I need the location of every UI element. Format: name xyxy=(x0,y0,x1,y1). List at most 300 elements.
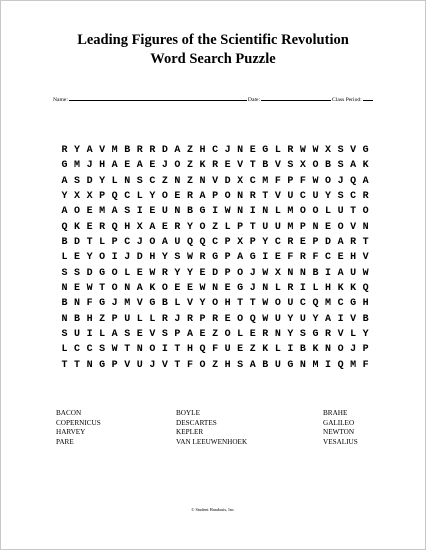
grid-letter[interactable]: R xyxy=(299,252,306,264)
grid-letter[interactable]: R xyxy=(99,221,106,233)
grid-letter[interactable]: X xyxy=(237,237,244,249)
grid-letter[interactable]: Q xyxy=(249,313,256,325)
grid-letter[interactable]: O xyxy=(274,298,281,310)
grid-letter[interactable]: E xyxy=(161,221,168,233)
grid-letter[interactable]: G xyxy=(61,160,68,172)
grid-letter[interactable]: E xyxy=(224,313,231,325)
grid-letter[interactable]: P xyxy=(299,221,306,233)
grid-letter[interactable]: A xyxy=(111,206,118,218)
grid-letter[interactable]: P xyxy=(249,237,256,249)
grid-letter[interactable]: H xyxy=(124,221,131,233)
grid-letter[interactable]: P xyxy=(224,237,231,249)
grid-letter[interactable]: M xyxy=(124,298,131,310)
grid-letter[interactable]: L xyxy=(350,329,357,341)
grid-letter[interactable]: W xyxy=(262,298,269,310)
grid-letter[interactable]: U xyxy=(274,359,281,371)
grid-letter[interactable]: L xyxy=(99,237,106,249)
grid-letter[interactable]: J xyxy=(111,298,118,310)
grid-letter[interactable]: Q xyxy=(111,191,118,203)
grid-letter[interactable]: R xyxy=(174,221,181,233)
grid-letter[interactable]: Z xyxy=(249,344,256,356)
grid-letter[interactable]: A xyxy=(136,283,143,295)
grid-letter[interactable]: G xyxy=(249,252,256,264)
grid-letter[interactable]: R xyxy=(186,191,193,203)
grid-letter[interactable]: S xyxy=(287,160,294,172)
grid-letter[interactable]: E xyxy=(237,344,244,356)
grid-letter[interactable]: B xyxy=(312,267,319,279)
grid-letter[interactable]: O xyxy=(74,206,81,218)
grid-letter[interactable]: N xyxy=(86,359,93,371)
grid-letter[interactable]: V xyxy=(186,298,193,310)
grid-letter[interactable]: W xyxy=(362,267,369,279)
grid-letter[interactable]: B xyxy=(61,237,68,249)
grid-letter[interactable]: E xyxy=(86,206,93,218)
grid-letter[interactable]: G xyxy=(362,145,369,156)
grid-letter[interactable]: V xyxy=(350,145,357,156)
grid-letter[interactable]: P xyxy=(212,191,219,203)
grid-letter[interactable]: I xyxy=(111,252,118,264)
grid-letter[interactable]: G xyxy=(287,359,294,371)
grid-letter[interactable]: F xyxy=(287,252,294,264)
grid-letter[interactable]: B xyxy=(186,206,193,218)
grid-letter[interactable]: M xyxy=(262,175,269,187)
grid-letter[interactable]: D xyxy=(325,237,332,249)
grid-letter[interactable]: U xyxy=(262,221,269,233)
grid-letter[interactable]: S xyxy=(161,329,168,341)
grid-letter[interactable]: O xyxy=(212,298,219,310)
grid-letter[interactable]: R xyxy=(161,313,168,325)
grid-letter[interactable]: M xyxy=(99,206,106,218)
grid-letter[interactable]: F xyxy=(212,344,219,356)
grid-letter[interactable]: R xyxy=(287,237,294,249)
grid-letter[interactable]: P xyxy=(362,344,369,356)
grid-letter[interactable]: A xyxy=(161,237,168,249)
grid-letter[interactable]: O xyxy=(111,267,118,279)
grid-letter[interactable]: W xyxy=(199,283,206,295)
grid-letter[interactable]: J xyxy=(136,237,143,249)
grid-letter[interactable]: P xyxy=(111,313,118,325)
grid-letter[interactable]: T xyxy=(61,359,68,371)
grid-letter[interactable]: Z xyxy=(186,175,193,187)
grid-letter[interactable]: K xyxy=(199,160,206,172)
grid-letter[interactable]: M xyxy=(325,298,332,310)
grid-letter[interactable]: O xyxy=(224,191,231,203)
grid-letter[interactable]: E xyxy=(224,160,231,172)
grid-letter[interactable]: I xyxy=(136,206,143,218)
grid-letter[interactable]: Z xyxy=(99,313,106,325)
grid-letter[interactable]: N xyxy=(299,359,306,371)
grid-letter[interactable]: I xyxy=(287,344,294,356)
grid-letter[interactable]: L xyxy=(136,191,143,203)
grid-letter[interactable]: G xyxy=(212,252,219,264)
grid-letter[interactable]: N xyxy=(74,298,81,310)
grid-letter[interactable]: P xyxy=(174,329,181,341)
grid-letter[interactable]: O xyxy=(161,191,168,203)
grid-letter[interactable]: Z xyxy=(212,329,219,341)
grid-letter[interactable]: N xyxy=(136,344,143,356)
grid-letter[interactable]: N xyxy=(212,283,219,295)
grid-letter[interactable]: L xyxy=(274,283,281,295)
grid-letter[interactable]: P xyxy=(99,191,106,203)
grid-letter[interactable]: V xyxy=(161,359,168,371)
grid-letter[interactable]: T xyxy=(249,298,256,310)
grid-letter[interactable]: V xyxy=(99,145,106,156)
grid-letter[interactable]: T xyxy=(249,221,256,233)
grid-letter[interactable]: P xyxy=(312,237,319,249)
grid-letter[interactable]: O xyxy=(99,252,106,264)
grid-letter[interactable]: A xyxy=(325,313,332,325)
grid-letter[interactable]: R xyxy=(186,313,193,325)
grid-letter[interactable]: T xyxy=(362,237,369,249)
grid-letter[interactable]: A xyxy=(111,329,118,341)
grid-letter[interactable]: D xyxy=(86,267,93,279)
grid-letter[interactable]: Y xyxy=(186,221,193,233)
grid-letter[interactable]: H xyxy=(149,252,156,264)
grid-letter[interactable]: G xyxy=(199,206,206,218)
grid-letter[interactable]: O xyxy=(149,344,156,356)
grid-letter[interactable]: W xyxy=(86,283,93,295)
class-period-field[interactable] xyxy=(363,95,373,101)
grid-letter[interactable]: A xyxy=(174,145,181,156)
grid-letter[interactable]: W xyxy=(111,344,118,356)
grid-letter[interactable]: E xyxy=(249,145,256,156)
grid-letter[interactable]: U xyxy=(299,313,306,325)
grid-letter[interactable]: F xyxy=(186,359,193,371)
grid-letter[interactable]: V xyxy=(149,329,156,341)
grid-letter[interactable]: H xyxy=(350,252,357,264)
grid-letter[interactable]: G xyxy=(312,329,319,341)
grid-letter[interactable]: Z xyxy=(186,145,193,156)
grid-letter[interactable]: B xyxy=(325,160,332,172)
grid-letter[interactable]: W xyxy=(312,145,319,156)
grid-letter[interactable]: M xyxy=(350,359,357,371)
grid-letter[interactable]: S xyxy=(124,206,131,218)
grid-letter[interactable]: O xyxy=(111,283,118,295)
grid-letter[interactable]: G xyxy=(237,283,244,295)
grid-letter[interactable]: O xyxy=(337,221,344,233)
grid-letter[interactable]: N xyxy=(199,175,206,187)
grid-letter[interactable]: E xyxy=(299,237,306,249)
grid-letter[interactable]: J xyxy=(86,160,93,172)
grid-letter[interactable]: G xyxy=(99,359,106,371)
grid-letter[interactable]: Q xyxy=(362,283,369,295)
grid-letter[interactable]: C xyxy=(325,252,332,264)
grid-letter[interactable]: Y xyxy=(287,313,294,325)
grid-letter[interactable]: A xyxy=(61,175,68,187)
grid-letter[interactable]: I xyxy=(86,329,93,341)
grid-letter[interactable]: L xyxy=(124,267,131,279)
grid-letter[interactable]: U xyxy=(136,359,143,371)
grid-letter[interactable]: O xyxy=(325,175,332,187)
grid-letter[interactable]: X xyxy=(136,221,143,233)
grid-letter[interactable]: Y xyxy=(287,329,294,341)
grid-letter[interactable]: C xyxy=(350,191,357,203)
grid-letter[interactable]: L xyxy=(274,344,281,356)
grid-letter[interactable]: Q xyxy=(337,359,344,371)
grid-letter[interactable]: A xyxy=(249,359,256,371)
grid-letter[interactable]: R xyxy=(212,313,219,325)
grid-letter[interactable]: E xyxy=(74,252,81,264)
grid-letter[interactable]: S xyxy=(337,145,344,156)
grid-letter[interactable]: T xyxy=(350,206,357,218)
grid-letter[interactable]: V xyxy=(337,329,344,341)
grid-letter[interactable]: P xyxy=(111,237,118,249)
grid-letter[interactable]: K xyxy=(312,344,319,356)
grid-letter[interactable]: G xyxy=(149,298,156,310)
grid-letter[interactable]: F xyxy=(86,298,93,310)
grid-letter[interactable]: J xyxy=(124,252,131,264)
grid-letter[interactable]: A xyxy=(186,329,193,341)
grid-letter[interactable]: D xyxy=(161,145,168,156)
grid-letter[interactable]: J xyxy=(161,160,168,172)
grid-letter[interactable]: V xyxy=(350,221,357,233)
grid-letter[interactable]: S xyxy=(74,267,81,279)
grid-letter[interactable]: Q xyxy=(199,344,206,356)
grid-letter[interactable]: V xyxy=(124,359,131,371)
grid-letter[interactable]: L xyxy=(224,221,231,233)
grid-letter[interactable]: I xyxy=(249,206,256,218)
grid-letter[interactable]: Y xyxy=(325,191,332,203)
grid-letter[interactable]: O xyxy=(199,221,206,233)
grid-letter[interactable]: X xyxy=(274,267,281,279)
grid-letter[interactable]: Q xyxy=(61,221,68,233)
grid-letter[interactable]: C xyxy=(86,344,93,356)
grid-letter[interactable]: A xyxy=(111,160,118,172)
grid-letter[interactable]: O xyxy=(299,206,306,218)
grid-letter[interactable]: X xyxy=(74,191,81,203)
grid-letter[interactable]: W xyxy=(312,175,319,187)
grid-letter[interactable]: Z xyxy=(161,175,168,187)
grid-letter[interactable]: I xyxy=(212,206,219,218)
grid-letter[interactable]: Y xyxy=(61,191,68,203)
grid-letter[interactable]: L xyxy=(149,313,156,325)
grid-letter[interactable]: S xyxy=(124,329,131,341)
grid-letter[interactable]: C xyxy=(149,175,156,187)
grid-letter[interactable]: W xyxy=(186,252,193,264)
grid-letter[interactable]: Q xyxy=(111,221,118,233)
grid-letter[interactable]: K xyxy=(350,283,357,295)
grid-letter[interactable]: D xyxy=(212,267,219,279)
grid-letter[interactable]: E xyxy=(224,283,231,295)
grid-letter[interactable]: S xyxy=(61,329,68,341)
grid-letter[interactable]: N xyxy=(262,283,269,295)
grid-letter[interactable]: E xyxy=(199,267,206,279)
grid-letter[interactable]: T xyxy=(124,344,131,356)
grid-letter[interactable]: U xyxy=(174,237,181,249)
grid-letter[interactable]: E xyxy=(249,329,256,341)
grid-letter[interactable]: H xyxy=(99,160,106,172)
grid-letter[interactable]: O xyxy=(149,237,156,249)
grid-letter[interactable]: M xyxy=(74,160,81,172)
grid-letter[interactable]: E xyxy=(199,329,206,341)
grid-letter[interactable]: R xyxy=(212,160,219,172)
grid-letter[interactable]: I xyxy=(161,344,168,356)
grid-letter[interactable]: T xyxy=(237,298,244,310)
grid-letter[interactable]: V xyxy=(237,160,244,172)
grid-letter[interactable]: I xyxy=(325,359,332,371)
grid-letter[interactable]: C xyxy=(74,344,81,356)
grid-letter[interactable]: E xyxy=(337,252,344,264)
grid-letter[interactable]: W xyxy=(299,145,306,156)
grid-letter[interactable]: S xyxy=(136,175,143,187)
grid-letter[interactable]: A xyxy=(237,252,244,264)
grid-letter[interactable]: A xyxy=(136,160,143,172)
grid-letter[interactable]: U xyxy=(337,206,344,218)
grid-letter[interactable]: R xyxy=(149,145,156,156)
grid-letter[interactable]: Q xyxy=(350,175,357,187)
grid-letter[interactable]: O xyxy=(174,160,181,172)
grid-letter[interactable]: C xyxy=(212,145,219,156)
grid-letter[interactable]: F xyxy=(274,175,281,187)
grid-letter[interactable]: Y xyxy=(99,175,106,187)
grid-letter[interactable]: K xyxy=(74,221,81,233)
grid-letter[interactable]: R xyxy=(325,329,332,341)
grid-letter[interactable]: U xyxy=(287,298,294,310)
grid-letter[interactable]: M xyxy=(312,359,319,371)
grid-letter[interactable]: U xyxy=(161,206,168,218)
grid-letter[interactable]: A xyxy=(61,206,68,218)
grid-letter[interactable]: U xyxy=(312,191,319,203)
grid-letter[interactable]: N xyxy=(299,267,306,279)
grid-letter[interactable]: X xyxy=(299,160,306,172)
grid-letter[interactable]: O xyxy=(237,267,244,279)
grid-letter[interactable]: M xyxy=(287,206,294,218)
grid-letter[interactable]: G xyxy=(99,298,106,310)
grid-letter[interactable]: U xyxy=(74,329,81,341)
grid-letter[interactable]: A xyxy=(337,237,344,249)
grid-letter[interactable]: H xyxy=(224,359,231,371)
grid-letter[interactable]: C xyxy=(212,237,219,249)
grid-letter[interactable]: Z xyxy=(186,160,193,172)
grid-letter[interactable]: N xyxy=(262,206,269,218)
grid-letter[interactable]: C xyxy=(124,237,131,249)
grid-letter[interactable]: A xyxy=(149,221,156,233)
grid-letter[interactable]: R xyxy=(362,191,369,203)
grid-letter[interactable]: D xyxy=(74,237,81,249)
grid-letter[interactable]: L xyxy=(312,283,319,295)
grid-letter[interactable]: Q xyxy=(312,298,319,310)
grid-letter[interactable]: X xyxy=(237,175,244,187)
grid-letter[interactable]: D xyxy=(136,252,143,264)
grid-letter[interactable]: E xyxy=(149,206,156,218)
grid-letter[interactable]: H xyxy=(86,313,93,325)
grid-letter[interactable]: N xyxy=(61,283,68,295)
grid-letter[interactable]: C xyxy=(124,191,131,203)
grid-letter[interactable]: A xyxy=(337,267,344,279)
grid-letter[interactable]: O xyxy=(237,313,244,325)
grid-letter[interactable]: E xyxy=(274,252,281,264)
grid-letter[interactable]: N xyxy=(237,145,244,156)
grid-letter[interactable]: V xyxy=(212,175,219,187)
grid-letter[interactable]: T xyxy=(86,237,93,249)
grid-letter[interactable]: E xyxy=(74,283,81,295)
grid-letter[interactable]: H xyxy=(224,298,231,310)
grid-letter[interactable]: P xyxy=(224,252,231,264)
grid-letter[interactable]: O xyxy=(312,206,319,218)
grid-letter[interactable]: H xyxy=(199,145,206,156)
grid-letter[interactable]: R xyxy=(350,237,357,249)
grid-letter[interactable]: Y xyxy=(186,267,193,279)
grid-letter[interactable]: Q xyxy=(186,237,193,249)
grid-letter[interactable]: V xyxy=(274,160,281,172)
grid-letter[interactable]: L xyxy=(136,313,143,325)
grid-letter[interactable]: Y xyxy=(362,329,369,341)
grid-letter[interactable]: O xyxy=(312,160,319,172)
grid-letter[interactable]: U xyxy=(274,313,281,325)
grid-letter[interactable]: N xyxy=(274,329,281,341)
grid-letter[interactable]: Y xyxy=(174,267,181,279)
grid-letter[interactable]: T xyxy=(74,359,81,371)
grid-letter[interactable]: N xyxy=(325,344,332,356)
grid-letter[interactable]: L xyxy=(174,298,181,310)
grid-letter[interactable]: S xyxy=(337,191,344,203)
grid-letter[interactable]: N xyxy=(124,283,131,295)
grid-letter[interactable]: I xyxy=(337,313,344,325)
grid-letter[interactable]: L xyxy=(325,206,332,218)
grid-letter[interactable]: S xyxy=(337,160,344,172)
grid-letter[interactable]: X xyxy=(325,145,332,156)
grid-letter[interactable]: R xyxy=(161,267,168,279)
grid-letter[interactable]: S xyxy=(174,252,181,264)
grid-letter[interactable]: P xyxy=(237,221,244,233)
grid-letter[interactable]: W xyxy=(262,313,269,325)
grid-letter[interactable]: U xyxy=(124,313,131,325)
grid-letter[interactable]: E xyxy=(174,283,181,295)
grid-letter[interactable]: E xyxy=(124,160,131,172)
grid-letter[interactable]: D xyxy=(86,175,93,187)
grid-letter[interactable]: N xyxy=(237,191,244,203)
grid-letter[interactable]: B xyxy=(262,160,269,172)
grid-letter[interactable]: J xyxy=(149,359,156,371)
grid-letter[interactable]: F xyxy=(312,252,319,264)
grid-letter[interactable]: W xyxy=(149,267,156,279)
grid-letter[interactable]: J xyxy=(249,267,256,279)
grid-letter[interactable]: Z xyxy=(212,221,219,233)
grid-letter[interactable]: T xyxy=(174,359,181,371)
grid-letter[interactable]: R xyxy=(287,283,294,295)
grid-letter[interactable]: U xyxy=(287,191,294,203)
grid-letter[interactable]: R xyxy=(262,329,269,341)
grid-letter[interactable]: E xyxy=(186,283,193,295)
grid-letter[interactable]: B xyxy=(124,145,131,156)
grid-letter[interactable]: C xyxy=(274,237,281,249)
grid-letter[interactable]: Y xyxy=(161,252,168,264)
grid-letter[interactable]: R xyxy=(199,252,206,264)
grid-letter[interactable]: Y xyxy=(74,145,81,156)
grid-letter[interactable]: L xyxy=(274,145,281,156)
grid-letter[interactable]: C xyxy=(299,298,306,310)
grid-letter[interactable]: V xyxy=(362,252,369,264)
grid-letter[interactable]: S xyxy=(99,344,106,356)
grid-letter[interactable]: O xyxy=(199,359,206,371)
grid-letter[interactable]: Q xyxy=(199,237,206,249)
grid-letter[interactable]: I xyxy=(325,267,332,279)
grid-letter[interactable]: P xyxy=(287,175,294,187)
grid-letter[interactable]: J xyxy=(337,175,344,187)
grid-letter[interactable]: N xyxy=(124,175,131,187)
grid-letter[interactable]: T xyxy=(262,191,269,203)
grid-letter[interactable]: S xyxy=(299,329,306,341)
grid-letter[interactable]: W xyxy=(224,206,231,218)
grid-letter[interactable]: U xyxy=(274,221,281,233)
grid-letter[interactable]: V xyxy=(136,298,143,310)
grid-letter[interactable]: K xyxy=(262,344,269,356)
grid-letter[interactable]: O xyxy=(161,283,168,295)
grid-letter[interactable]: T xyxy=(249,160,256,172)
grid-letter[interactable]: N xyxy=(174,175,181,187)
grid-letter[interactable]: T xyxy=(174,344,181,356)
grid-letter[interactable]: N xyxy=(287,267,294,279)
